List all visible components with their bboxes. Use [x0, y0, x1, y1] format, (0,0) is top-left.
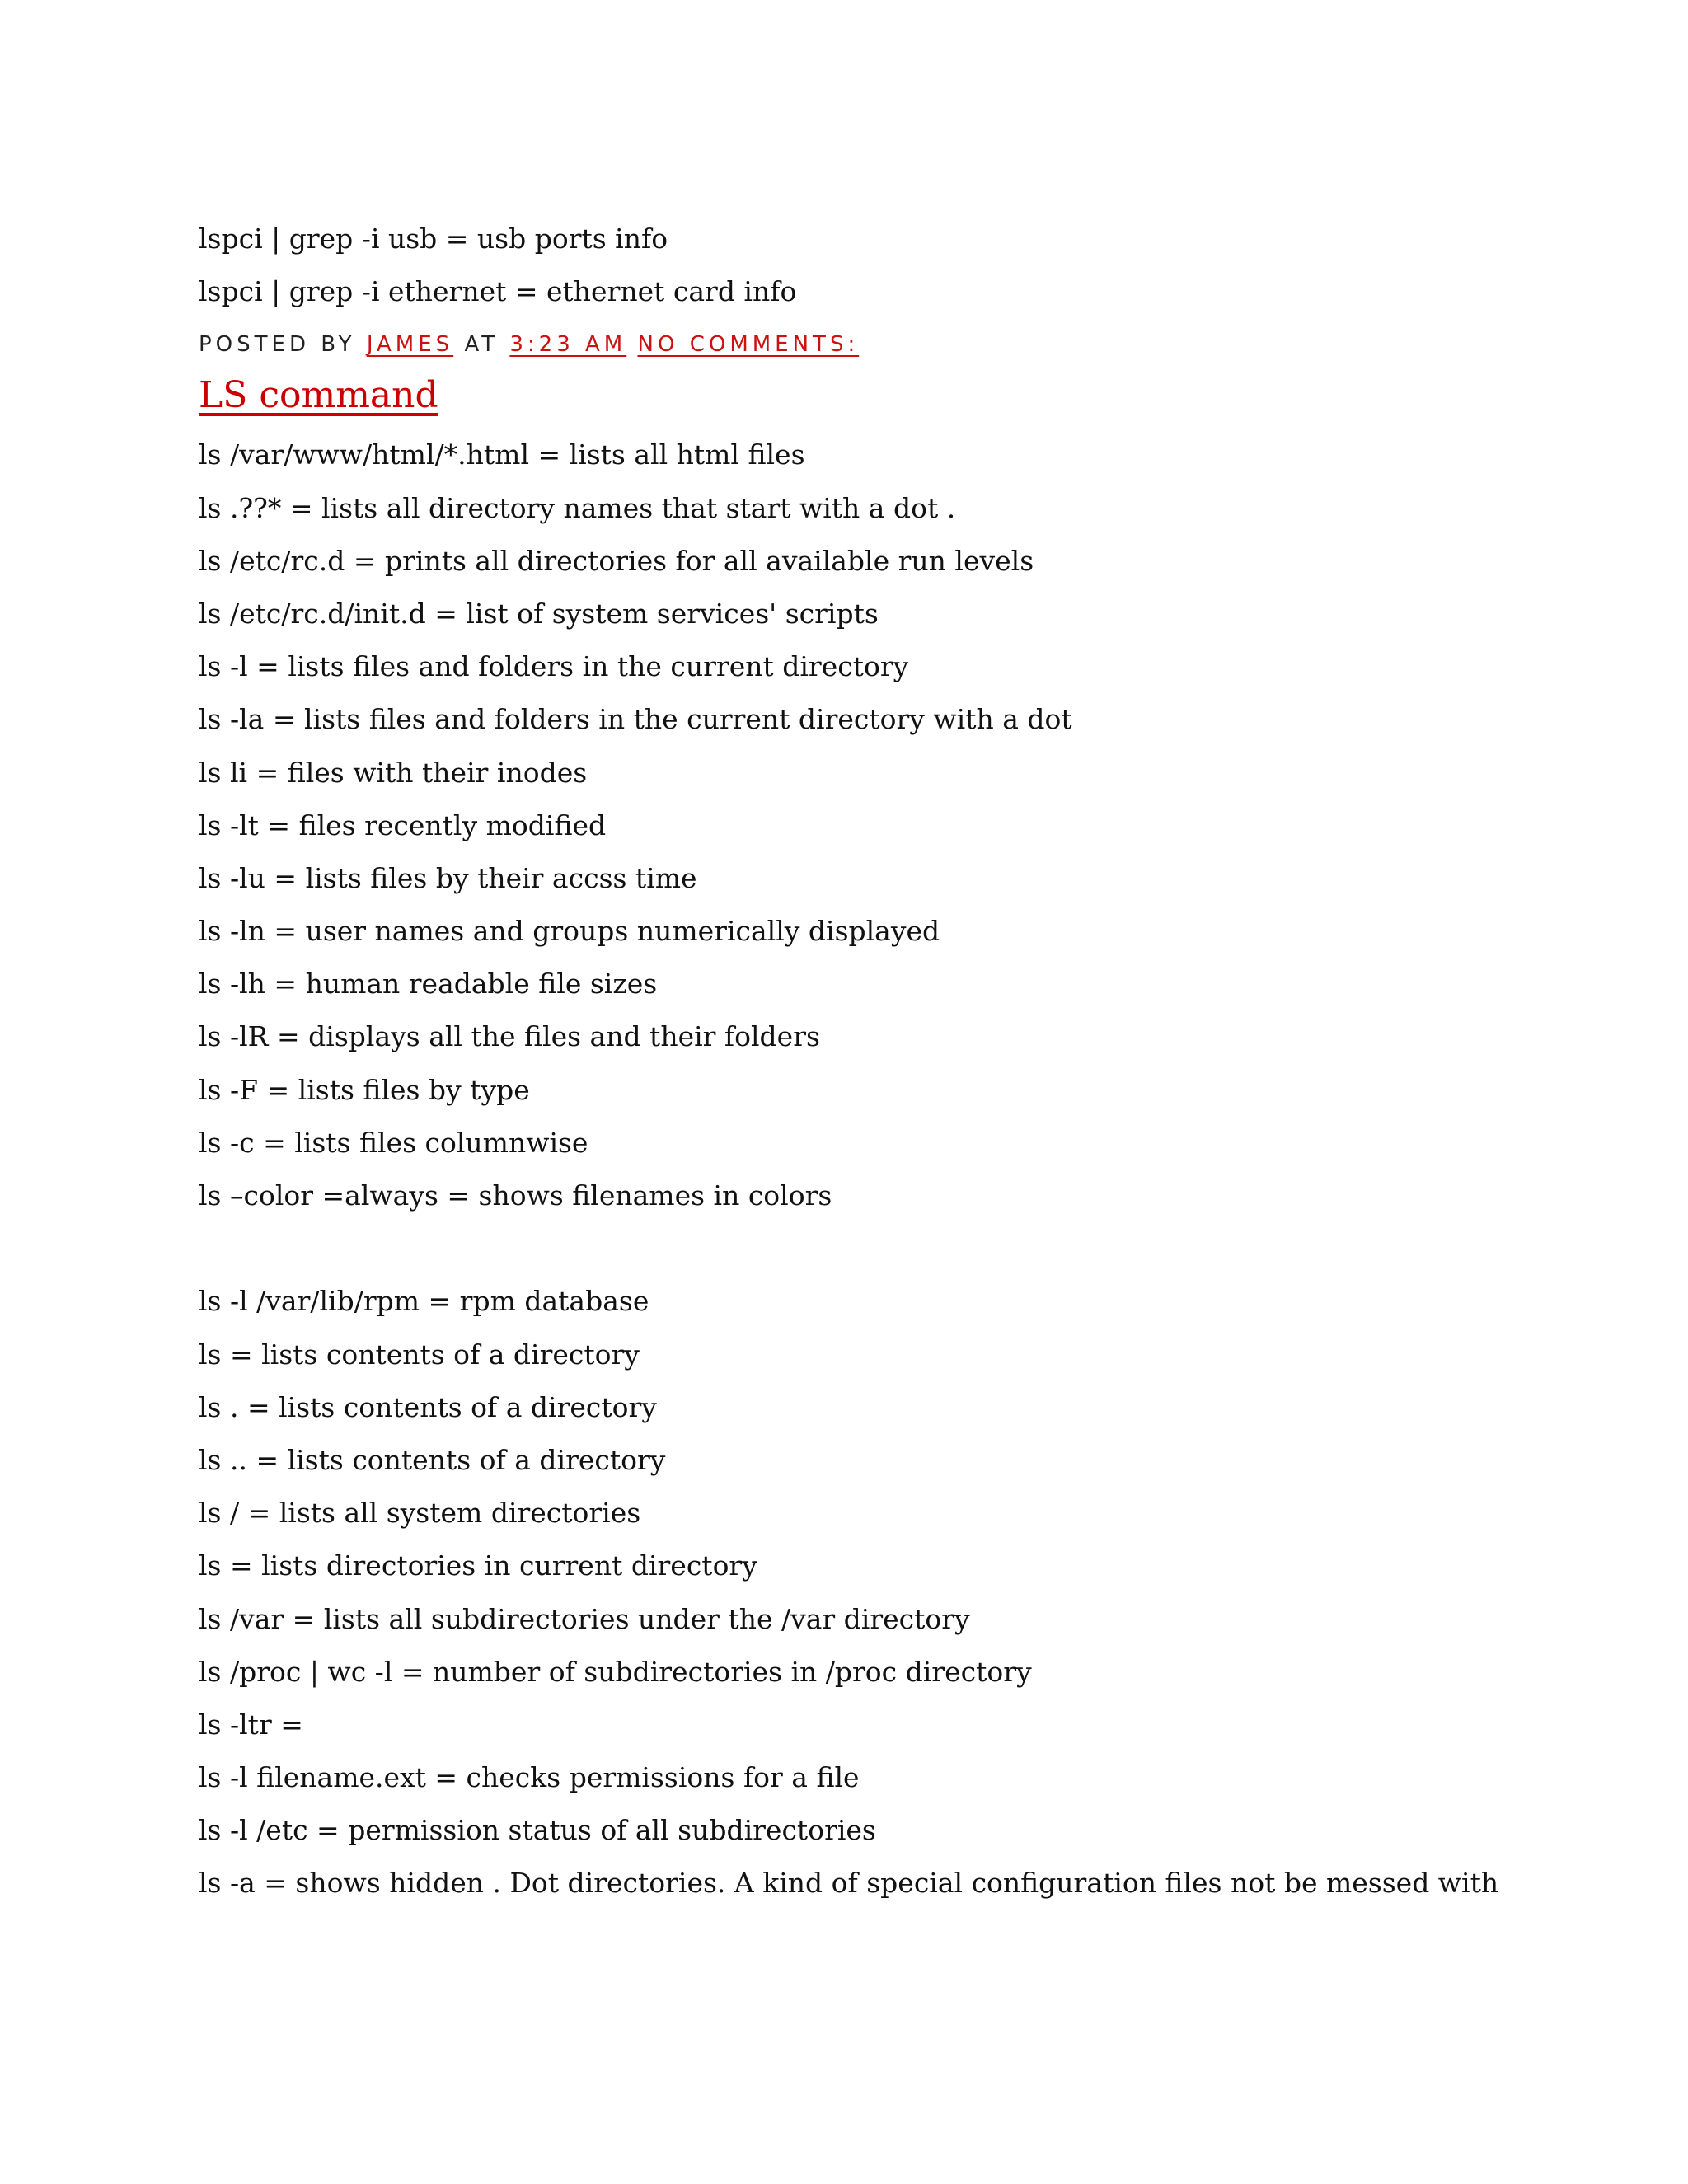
text-line: ls -ltr =: [199, 1708, 303, 1741]
text-line: ls . = lists contents of a directory: [199, 1390, 657, 1423]
text-line: ls -lh = human readable file sizes: [199, 968, 658, 1001]
comments-link[interactable]: NO COMMENTS:: [637, 332, 860, 358]
text-line: ls -l = lists files and folders in the current directory: [199, 650, 909, 683]
post-title-link[interactable]: LS command: [199, 374, 438, 417]
text-line: ls /var = lists all subdirectories under the /var directory: [199, 1602, 970, 1635]
text-line: ls = lists directories in current directory: [199, 1549, 757, 1582]
previous-post-body: [199, 213, 1649, 318]
text-line: ls = lists contents of a directory: [199, 1338, 640, 1371]
text-line: ls -l filename.ext = checks permissions for a file: [199, 1761, 860, 1794]
text-line: ls -l /etc = permission status of all subdirectories: [199, 1814, 876, 1847]
text-line: ls -F = lists files by type: [199, 1073, 530, 1106]
text-line: lspci | grep -i usb = usb ports info: [199, 223, 668, 255]
text-line: ls / = lists all system directories: [199, 1497, 641, 1530]
text-line: ls -lR = displays all the files and their folders: [199, 1020, 820, 1053]
post-footer: [199, 328, 1649, 361]
blank-line: [199, 1222, 1649, 1275]
text-line: ls –color =always = shows filenames in colors: [199, 1179, 832, 1212]
at-label: AT: [464, 332, 499, 358]
text-line: ls -la = lists files and folders in the current directory with a dot: [199, 703, 1072, 736]
timestamp-link[interactable]: 3:23 AM: [509, 332, 627, 358]
text-line: ls -l /var/lib/rpm = rpm database: [199, 1285, 649, 1318]
text-line: ls -lt = files recently modified: [199, 808, 607, 841]
posted-by-label: POSTED BY: [199, 332, 356, 358]
text-line: ls li = files with their inodes: [199, 756, 588, 789]
blog-content: [199, 213, 1649, 1910]
text-line: ls .??* = lists all directory names that start with a dot .: [199, 491, 956, 524]
text-line: ls -c = lists files columnwise: [199, 1126, 588, 1159]
author-link[interactable]: JAMES: [366, 332, 454, 358]
text-line: ls -a = shows hidden . Dot directories. A kind of special configuration files not be messed with: [199, 1867, 1499, 1900]
text-line: ls /proc | wc -l = number of subdirectories in /proc directory: [199, 1655, 1032, 1688]
text-line: ls -ln = user names and groups numerically displayed: [199, 915, 940, 948]
text-line: ls /etc/rc.d/init.d = list of system services' scripts: [199, 597, 879, 630]
text-line: ls /var/www/html/*.html = lists all html files: [199, 438, 805, 471]
text-line: ls .. = lists contents of a directory: [199, 1443, 666, 1476]
text-line: ls -lu = lists files by their accss time: [199, 861, 697, 894]
post-body: [199, 429, 1649, 1910]
text-line: ls /etc/rc.d = prints all directories for all available run levels: [199, 544, 1034, 577]
text-line: lspci | grep -i ethernet = ethernet card info: [199, 275, 797, 308]
